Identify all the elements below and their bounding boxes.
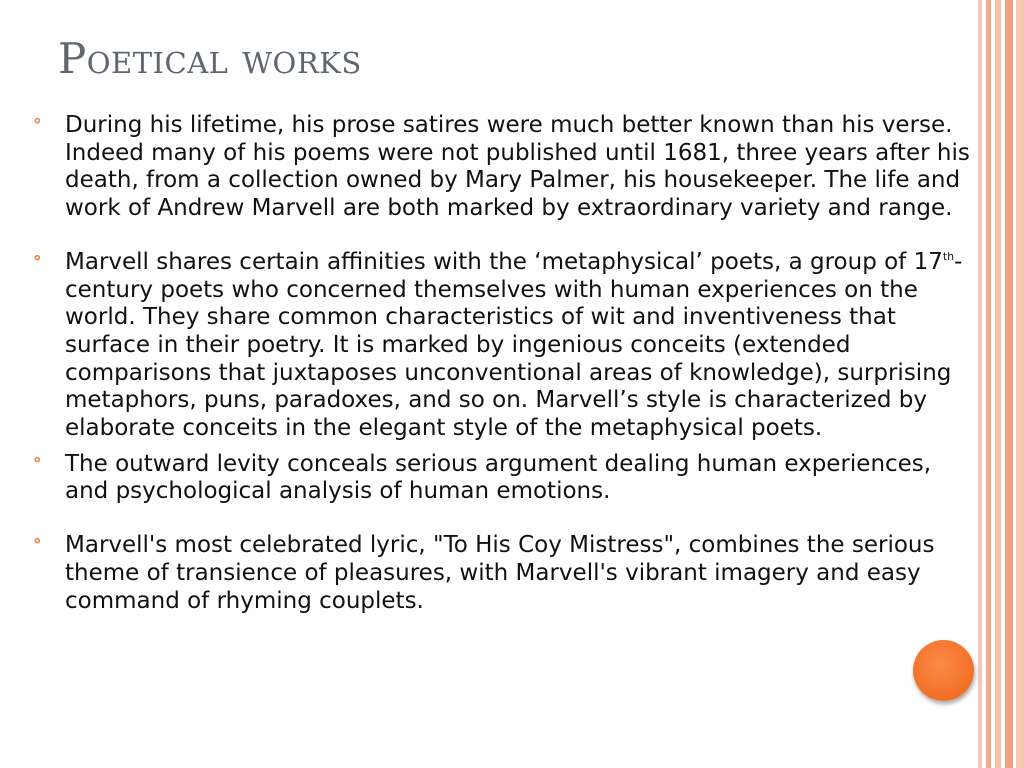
slide-title: Poetical works [58, 34, 362, 83]
bullet-text-part: -century poets who concerned themselves with human experiences on the world. They share common characteristics of wit and inventiveness that surface in their poetry. It is marked by ingenious conceits (extended comparisons that juxtaposes unconventional areas of knowledge), surprising metaphors, puns, paradoxes, and so on. Marvell’s style is characterized by elaborate conceits in the elegant style of the metaphysical poets. [65, 248, 963, 442]
bullet-item [30, 532, 970, 615]
bullet-text: Marvell's most celebrated lyric, "To His Coy Mistress", combines the serious theme of transience of pleasures, with Marvell's vibrant imagery and easy command of rhyming couplets. [65, 532, 935, 614]
decorative-stripe [1016, 0, 1024, 768]
ordinal-superscript: th [942, 249, 955, 263]
decorative-stripe [986, 0, 991, 768]
decorative-stripe [995, 0, 1001, 768]
bullet-item [30, 112, 970, 223]
bullet-ring-icon: ∘ [32, 111, 43, 131]
decorative-stripe [978, 0, 982, 768]
decorative-stripe [1005, 0, 1013, 768]
bullet-ring-icon: ∘ [32, 449, 43, 470]
bullet-item [30, 451, 970, 506]
bullet-ring-icon: ∘ [32, 531, 43, 552]
bullet-text [65, 249, 970, 443]
orange-circle-decoration [913, 640, 974, 701]
bullet-ring-icon: ∘ [32, 247, 43, 268]
bullet-text-part: Marvell shares certain affinities with the ‘metaphysical’ poets, a group of 17 [65, 248, 943, 275]
bullet-item [30, 249, 970, 443]
bullet-text: During his lifetime, his prose satires were much better known than his verse. Indeed many of his poems were not published until 1681, three years after his death, from a collection owned by Mary Palmer, his housekeeper. The life and work of Andrew Marvell are both marked by extraordinary variety and range. [65, 112, 970, 222]
bullet-text: The outward levity conceals serious argument dealing human experiences, and psychological analysis of human emotions. [65, 450, 932, 505]
bullet-list [30, 112, 970, 615]
